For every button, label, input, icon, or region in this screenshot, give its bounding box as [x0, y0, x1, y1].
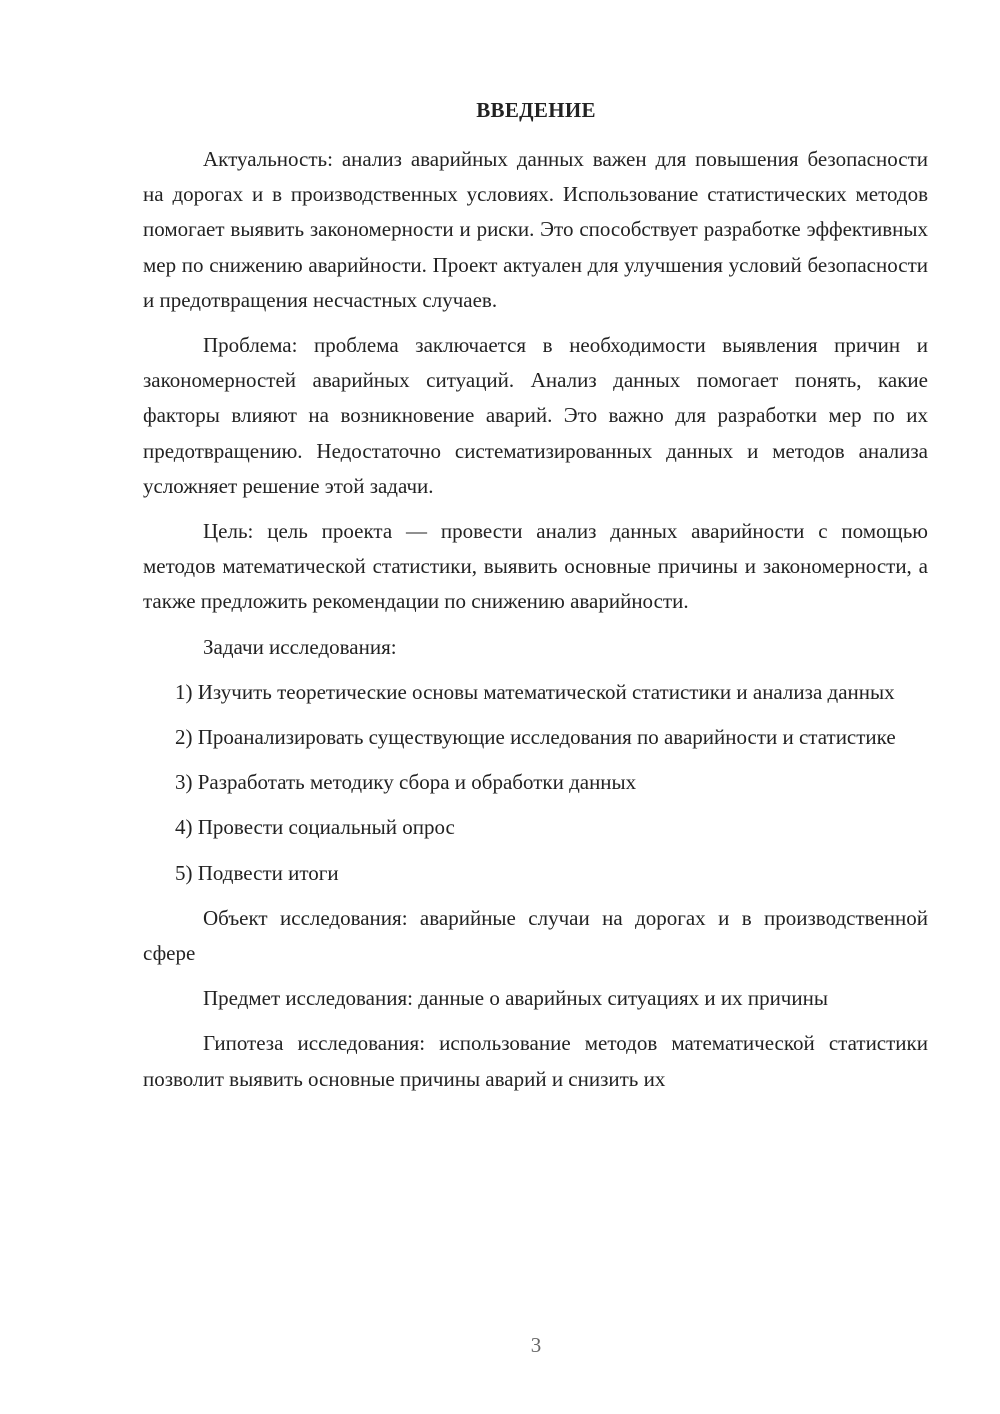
task-list-item: 5) Подвести итоги — [175, 860, 339, 885]
paragraph-object: Объект исследования: аварийные случаи на дорогах и в производственной сфере — [143, 905, 928, 966]
task-list-item: 2) Проанализировать существующие исследования по аварийности и статистике — [175, 725, 896, 750]
task-list-item: 4) Провести социальный опрос — [175, 815, 455, 840]
paragraph-tasks-heading: Задачи исследования: — [203, 634, 397, 659]
body-text — [143, 142, 928, 1097]
paragraph-goal: Цель: цель проекта — провести анализ данных аварийности с помощью методов математической статистики, выявить основные причины и закономерности, а также предложить рекомендации по снижению аварийности. — [143, 519, 928, 614]
paragraph-subject: Предмет исследования: данные о аварийных ситуациях и их причины — [203, 986, 828, 1011]
task-list-item: 1) Изучить теоретические основы математической статистики и анализа данных — [175, 679, 895, 704]
page-title: ВВЕДЕНИЕ — [476, 98, 596, 122]
paragraph-relevance: Актуальность: анализ аварийных данных важен для повышения безопасности на дорогах и в производственных условиях. Использование статистических методов помогает выявить закономерности и риски. Это способствует разработке эффективных мер по снижению аварийности. Проект актуален для улучшения условий безопасности и предотвращения несчастных случаев. — [143, 147, 928, 312]
paragraph-hypothesis: Гипотеза исследования: использование методов математической статистики позволит выявить основные причины аварий и снизить их — [143, 1031, 928, 1091]
paragraph-problem: Проблема: проблема заключается в необходимости выявления причин и закономерностей аварийных ситуаций. Анализ данных помогает понять, какие факторы влияют на возникновение аварий. Это важно для разработки мер по их предотвращению. Недостаточно систематизированных данных и методов анализа усложняет решение этой задачи. — [143, 333, 928, 498]
task-list-item: 3) Разработать методику сбора и обработки данных — [175, 770, 637, 795]
page-number: 3 — [530, 1333, 542, 1357]
